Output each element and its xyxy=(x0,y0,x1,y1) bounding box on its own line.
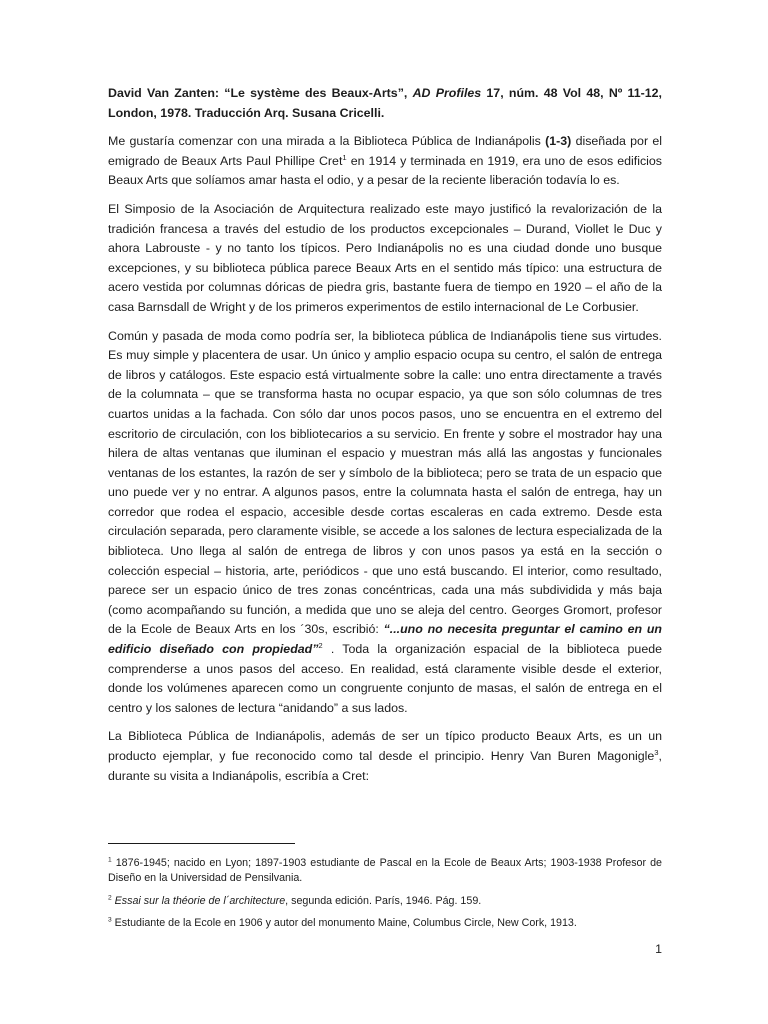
document-title: David Van Zanten: “Le système des Beaux-Arts”, AD Profiles 17, núm. 48 Vol 48, Nº 11-12, London, 1978. Traducción Arq. Susana Cricelli. xyxy=(108,86,662,120)
document-content xyxy=(108,84,662,795)
footnotes-section xyxy=(108,843,662,938)
paragraph-magonigle: La Biblioteca Pública de Indianápolis, además de ser un típico producto Beaux Arts, es un un producto ejemplar, y fue reconocido como tal desde el principio. Henry Van Buren Magonigle$^3$, durante su visita a Indianápolis, escribía a Cret: xyxy=(108,729,662,783)
footnote-1: $^1$ 1876-1945; nacido en Lyon; 1897-1903 estudiante de Pascal en la Ecole de Beaux Arts; 1903-1938 Profesor de Diseño en la Universidad de Pensilvania. xyxy=(108,856,662,885)
footnote-3: $^3$ Estudiante de la Ecole en 1906 y autor del monumento Maine, Columbus Circle, New Cork, 1913. xyxy=(108,916,577,929)
paragraph-intro: Me gustaría comenzar con una mirada a la Biblioteca Pública de Indianápolis (1-3) diseñada por el emigrado de Beaux Arts Paul Phillipe Cret$^1$ en 1914 y terminada en 1919, era uno de esos edificios Beaux Arts que solíamos amar hasta el odio, y a pesar de la reciente liberación todavía lo es. xyxy=(108,134,662,188)
footnote-separator xyxy=(108,843,295,844)
footnote-2: $^2$ Essai sur la théorie de l´architecture, segunda edición. París, 1946. Pág. 159. xyxy=(108,894,482,907)
paragraph-symposium: El Simposio de la Asociación de Arquitectura realizado este mayo justificó la revalorización de la tradición francesa a través del estudio de los productos excepcionales – Durand, Viollet le Duc y ahora Labrouste - y no tanto los típicos. Pero Indianápolis no es una ciudad donde uno busque excepciones, y su biblioteca pública parece Beaux Arts en el sentido más típico: una estructura de acero vestida por columnas dóricas de piedra gris, bastante fuera de tiempo en 1920 – el año de la casa Barnsdall de Wright y de los primeros experimentos de estilo internacional de Le Corbusier. xyxy=(108,201,662,314)
page-number: 1 xyxy=(655,942,662,956)
paragraph-library-description: Común y pasada de moda como podría ser, la biblioteca pública de Indianápolis tiene sus virtudes. Es muy simple y placentera de usar. Un único y amplio espacio ocupa su centro, el salón de entrega de libros y catálogos. Este espacio está virtualmente sobre la calle: uno entra directamente a través de la columnata – que se transforma hasta no ocupar espacio, ya que son sólo columnas de tres cuartos unidas a la fachada. Con sólo dar unos pocos pasos, uno se encuentra en el extremo del escritorio de circulación, con los bibliotecarios a su servicio. En frente y sobre el mostrador hay una hilera de altas ventanas que iluminan el espacio y muestran más allá las angostas y funcionales ventanas de los estantes, la razón de ser y símbolo de la biblioteca; pero se trata de un espacio que uno puede ver y no entrar. A algunos pasos, entre la columnata hasta el salón de entrega, hay un corredor que rodea el espacio, accesible desde cortas escaleras en cada extremo. Desde esta circulación separada, pero claramente visible, se accede a los salones de lectura especializada de la biblioteca. Uno llega al salón de entrega de libros y con unos pasos ya está en la sección o colección especial – historia, arte, periódicos - que uno está buscando. El interior, como resultado, parece ser un espacio único de tres zonas concéntricas, cada una más subdividida y más baja (como acompañando su función, a medida que uno se aleja del centro. Georges Gromort, profesor de la Ecole de Beaux Arts en los ´30s, escribió: “...uno no necesita preguntar el camino en un edificio diseñado con propiedad”$^2$ . Toda la organización espacial de la biblioteca puede comprenderse a unos pasos del acceso. En realidad, está claramente visible desde el exterior, donde los volúmenes aparecen como un congruente conjunto de masas, el salón de entrega en el centro y los salones de lectura “anidando” a sus lados. xyxy=(108,328,662,715)
